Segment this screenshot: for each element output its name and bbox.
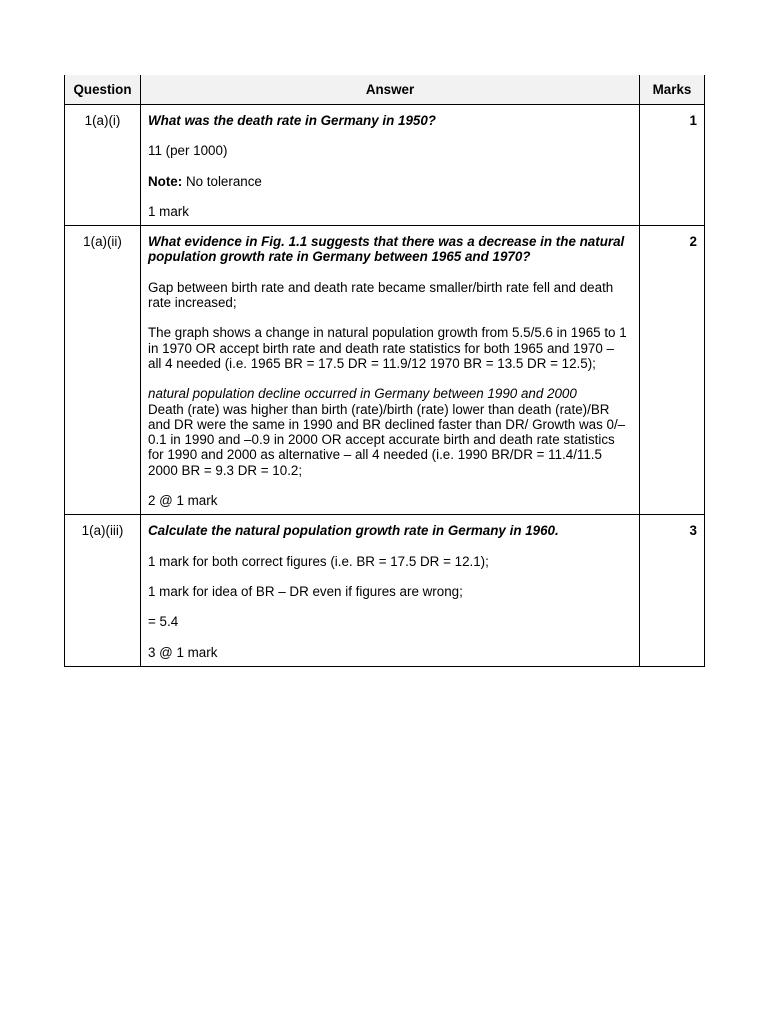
answer-cell xyxy=(141,105,640,226)
marks-column-header: Marks xyxy=(640,75,705,105)
question-number: 1(a)(i) xyxy=(65,105,141,226)
mark-allocation: 3 @ 1 mark xyxy=(148,644,218,660)
note-text: No tolerance xyxy=(185,173,262,189)
header-row xyxy=(65,75,705,105)
note-line xyxy=(148,174,631,189)
answer-subheading: natural population decline occurred in Germany between 1990 and 2000 xyxy=(148,386,577,402)
question-column-header: Question xyxy=(65,75,141,105)
answer-result: = 5.4 xyxy=(148,614,179,630)
marks-value: 2 xyxy=(640,226,705,515)
answer-point: Death (rate) was higher than birth (rate)/birth (rate) lower than death (rate)/BR and DR were the same in 1990 and BR declined faster than DR/ Growth was 0/–0.1 in 1990 and –0.9 in 2000 OR accept accurate birth and death rate statistics for 1990 and 2000 as alternative – all 4 needed (i.e. 1990 BR/DR = 11.4/11.5 2000 BR = 9.3 DR = 10.2; xyxy=(148,401,626,478)
answer-point: Gap between birth rate and death rate became smaller/birth rate fell and death rate increased; xyxy=(148,279,614,311)
question-text: What evidence in Fig. 1.1 suggests that there was a decrease in the natural population growth rate in Germany between 1965 and 1970? xyxy=(148,234,625,265)
answer-cell xyxy=(141,515,640,666)
answer-cell xyxy=(141,226,640,515)
question-number: 1(a)(ii) xyxy=(65,226,141,515)
question-text: Calculate the natural population growth rate in Germany in 1960. xyxy=(148,523,559,539)
question-text: What was the death rate in Germany in 1950? xyxy=(148,113,436,128)
answer-point: The graph shows a change in natural population growth from 5.5/5.6 in 1965 to 1 in 1970 OR accept birth rate and death rate statistics for both 1965 and 1970 – all 4 needed (i.e. 1965 BR = 17.5 DR = 11.9/12 1970 BR = 13.5 DR = 12.5); xyxy=(148,325,627,371)
answer-point: 1 mark for both correct figures (i.e. BR = 17.5 DR = 12.1); xyxy=(148,553,489,569)
mark-allocation: 2 @ 1 mark xyxy=(148,493,218,509)
mark-scheme-table xyxy=(64,75,705,667)
marks-value: 1 xyxy=(640,105,705,226)
answer-column-header: Answer xyxy=(141,75,640,105)
question-number: 1(a)(iii) xyxy=(65,515,141,666)
table-row xyxy=(65,515,705,666)
answer-point: 1 mark for idea of BR – DR even if figures are wrong; xyxy=(148,583,463,599)
table-row xyxy=(65,226,705,515)
answer-text: 11 (per 1000) xyxy=(148,143,228,159)
note-label: Note: xyxy=(148,173,183,189)
mark-allocation: 1 mark xyxy=(148,203,189,219)
table-row xyxy=(65,105,705,226)
marks-value: 3 xyxy=(640,515,705,666)
